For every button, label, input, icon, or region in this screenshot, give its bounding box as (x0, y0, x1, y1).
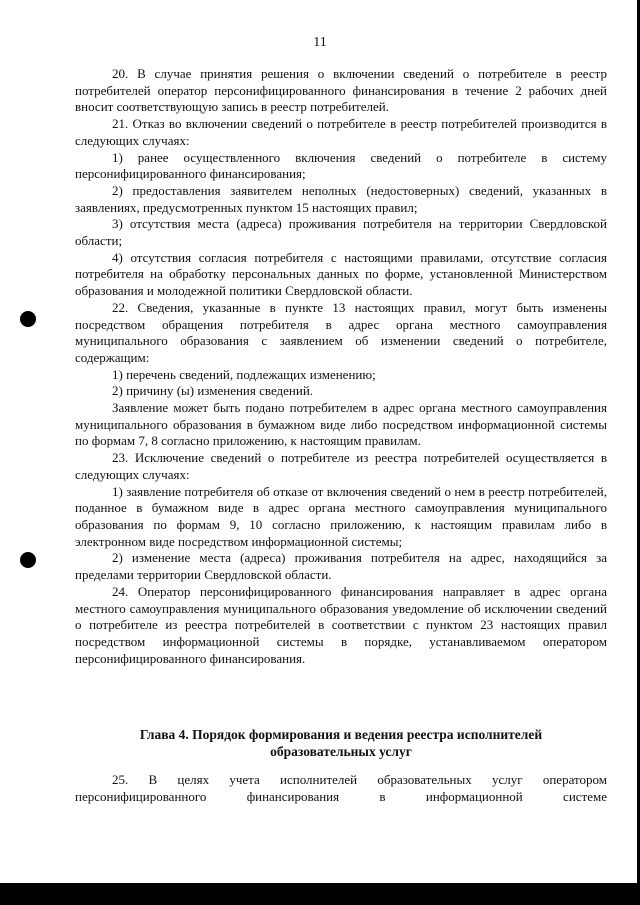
paragraph-20: 20. В случае принятия решения о включении сведений о потребителе в реестр потребителей оператор персонифицированного финансирования в течение 2 рабочих дней вносит соответствующую запись в реестр потребителей. (75, 66, 607, 115)
punch-hole-top (20, 311, 36, 327)
chapter-heading-line1: Глава 4. Порядок формирования и ведения реестра исполнителей (139, 727, 543, 742)
chapter-heading-line2: образовательных услуг (270, 744, 412, 759)
list-item: 2) предоставления заявителем неполных (недостоверных) сведений, указанных в заявлениях, предусмотренных пунктом 15 настоящих правил; (75, 182, 607, 215)
paragraph-22: 22. Сведения, указанные в пункте 13 настоящих правил, могут быть изменены посредством обращения потребителя в адрес органа местного самоуправления муниципального образования с заявлением об изменении сведений о потребителе, содержащим: (75, 299, 607, 365)
paragraph-25 (75, 771, 607, 805)
paragraph-23: 23. Исключение сведений о потребителе из реестра потребителей осуществляется в следующих случаях: (75, 450, 607, 482)
paragraph-25-line1: 25. В целях учета исполнителей образовательных услуг оператором (112, 772, 607, 787)
list-item: 2) причину (ы) изменения сведений. (112, 383, 314, 399)
page-number: 11 (313, 35, 327, 50)
paragraph-21: 21. Отказ во включении сведений о потребителе в реестр потребителей производится в следующих случаях: (75, 116, 607, 148)
chapter-heading (75, 726, 607, 760)
punch-hole-bottom (20, 552, 36, 568)
list-item: 3) отсутствия места (адреса) проживания потребителя на территории Свердловской области; (75, 216, 607, 249)
list-item: 1) перечень сведений, подлежащих изменению; (112, 366, 376, 382)
paragraph-25-line2: персонифицированного финансирования в информационной системе (75, 789, 607, 804)
list-item: 1) ранее осуществленного включения сведений о потребителе в систему персонифицированного финансирования; (75, 149, 607, 182)
list-item: 2) изменение места (адреса) проживания потребителя на адрес, находящийся за пределами территории Свердловской области. (75, 550, 607, 583)
list-item: 1) заявление потребителя об отказе от включения сведений о нем в реестр потребителей, поданное в бумажном виде в адрес органа местного самоуправления муниципального образования по формам 9, 10 согласно приложению, к настоящим правилам либо в электронном виде посредством информационной системы; (75, 483, 607, 549)
list-item: 4) отсутствия согласия потребителя с настоящими правилами, отсутствие согласия потребителя на обработку персональных данных по форме, установленной Министерством образования и молодежной политики Свердловской области. (75, 249, 607, 299)
paragraph-24: 24. Оператор персонифицированного финансирования направляет в адрес органа местного самоуправления муниципального образования уведомление об исключении сведений о потребителе из реестра потребителей в соответствии с пунктом 23 настоящих правил посредством информационной системы в порядке, устанавливаемом оператором персонифицированного финансирования. (75, 583, 607, 666)
document-body (75, 66, 607, 667)
paragraph-application: Заявление может быть подано потребителем в адрес органа местного самоуправления муниципального образования в бумажном виде либо посредством информационной системы по формам 7, 8 согласно приложению, к настоящим правилам. (75, 400, 607, 449)
scan-edge-bottom (0, 883, 640, 905)
